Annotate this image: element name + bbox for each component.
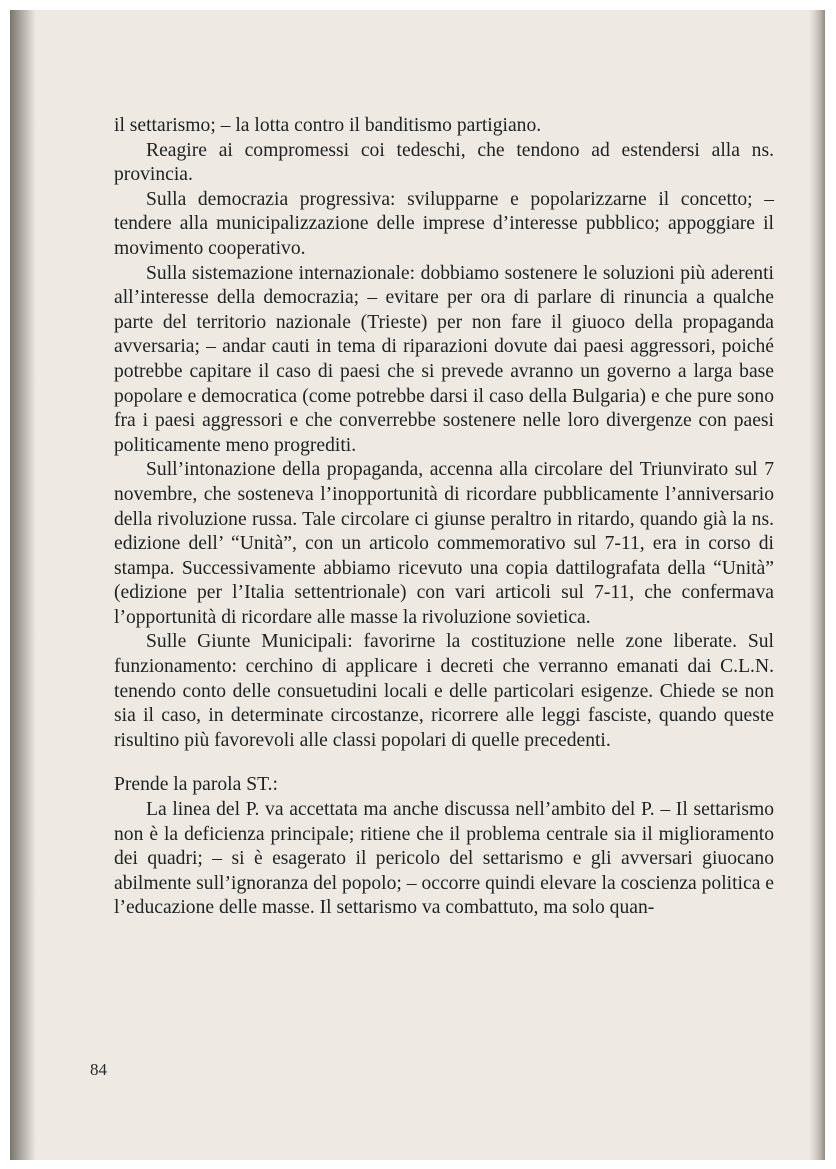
paragraph: Reagire ai compromessi coi tedeschi, che tendono ad estendersi alla ns. provincia. bbox=[114, 139, 774, 186]
page-edge-shadow bbox=[809, 10, 825, 1160]
paragraph: La linea del P. va accettata ma anche discussa nell’ambito del P. – Il settarismo non è la deficienza principale; ritiene che il problema centrale sia il miglioramento dei quadri; – si è esagerato il pericolo del settarismo e gli avversari giuocano abilmente sull’ignoranza del popolo; – occorre quindi elevare la coscienza politica e l’educazione delle masse. Il settarismo va combattuto, ma solo quan- bbox=[114, 799, 774, 919]
paragraph: Sulla sistemazione internazionale: dobbiamo sostenere le soluzioni più aderenti all’interesse della democrazia; – evitare per ora di parlare di rinuncia a qualche parte del territorio nazionale (Trieste) per non fare il giuoco della propaganda avversaria; – andar cauti in tema di riparazioni dovute dai paesi aggressori, poiché potrebbe capitare il caso di paesi che si prevede avranno un governo a larga base popolare e democratica (come potrebbe darsi il caso della Bulgaria) e che pure sono fra i paesi aggressori e che converrebbe sostenere nelle loro divergenze con paesi politicamente meno progrediti. bbox=[114, 262, 774, 456]
scanned-page bbox=[10, 10, 825, 1160]
page-body bbox=[114, 114, 774, 921]
paragraph: il settarismo; – la lotta contro il banditismo partigiano. bbox=[114, 115, 542, 136]
speaker-line: Prende la parola ST.: bbox=[114, 774, 278, 796]
page-number: 84 bbox=[90, 1060, 107, 1079]
book-spine-shadow bbox=[10, 10, 36, 1160]
paragraph: Sulle Giunte Municipali: favorirne la costituzione nelle zone liberate. Sul funzionamento: cerchino di applicare i decreti che verranno emanati dai C.L.N. tenendo conto delle consuetudini locali e delle particolari esigenze. Chiede se non sia il caso, in determinate circostanze, ricorrere alle leggi fasciste, quando queste risultino più favorevoli alle classi popolari di quelle precedenti. bbox=[114, 631, 774, 751]
paragraph: Sulla democrazia progressiva: svilupparne e popolarizzarne il concetto; – tendere alla municipalizzazione delle imprese d’interesse pubblico; appoggiare il movimento cooperativo. bbox=[114, 188, 774, 259]
paragraph: Sull’intonazione della propaganda, accenna alla circolare del Triunvirato sul 7 novembre, che sosteneva l’inopportunità di ricordare pubblicamente l’anniversario della rivoluzione russa. Tale circolare ci giunse peraltro in ritardo, quando già la ns. edizione dell’ “Unità”, con un articolo commemorativo sul 7-11, era in corso di stampa. Successivamente abbiamo ricevuto una copia dattilografata della “Unità” (edizione per l’Italia settentrionale) con vari articoli sul 7-11, che confermava l’opportunità di ricordare alle masse la rivoluzione sovietica. bbox=[114, 459, 774, 628]
